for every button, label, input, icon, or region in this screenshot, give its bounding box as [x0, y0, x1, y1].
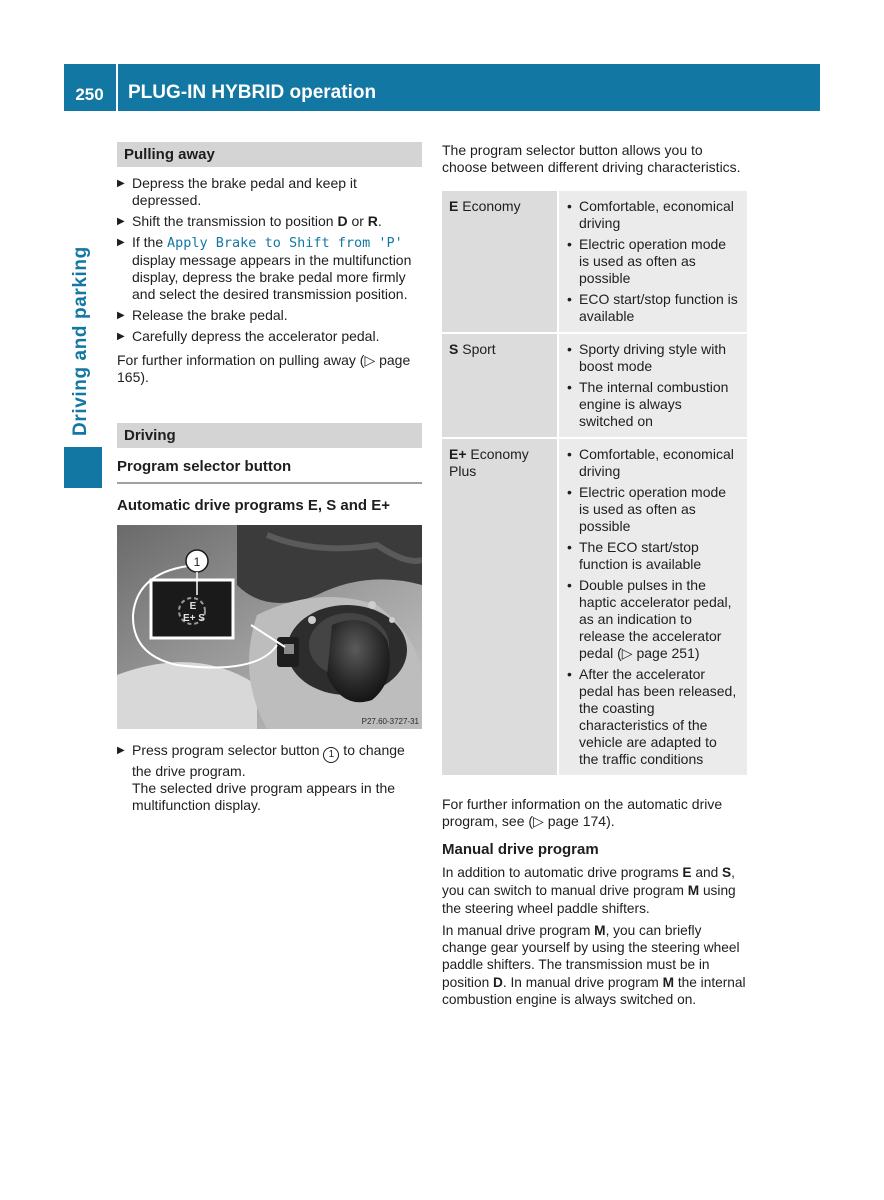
figure-display-top: E — [189, 601, 197, 612]
feature-item: • Comfortable, economical driving — [567, 446, 740, 480]
automatic-info: For further information on the automatic drive program, see (▷ page 174). — [442, 796, 723, 829]
step-item: ▶ If the Apply Brake to Shift from 'P' display message appears in the multifunction display, depress the brake pedal more firmly and select the desired transmission position. — [117, 234, 412, 302]
table-row — [442, 438, 747, 775]
display-message: Apply Brake to Shift from 'P' — [167, 235, 403, 251]
program-features-cell — [558, 191, 747, 333]
page-number: 250 — [75, 85, 104, 104]
right-column — [442, 142, 747, 1008]
left-column — [117, 142, 422, 818]
table-row — [442, 333, 747, 438]
section-heading-driving: Driving — [117, 423, 422, 448]
feature-item: • Electric operation mode is used as often as possible — [567, 484, 740, 535]
pulling-away-steps — [117, 175, 422, 345]
step-item: ▶ Carefully depress the accelerator pedal. — [117, 328, 380, 344]
program-name-cell: E+ Economy Plus — [442, 438, 558, 775]
arrow-right-icon: ▶ — [117, 310, 125, 321]
further-info-pulling-away: For further information on pulling away (▷ page 165). — [117, 352, 411, 385]
arrow-right-icon: ▶ — [117, 331, 125, 342]
subheading-automatic-programs: Automatic drive programs E, S and E+ — [117, 497, 390, 514]
step-item: ▶ Depress the brake pedal and keep it depressed. — [117, 175, 357, 208]
feature-item: • The ECO start/stop function is available — [567, 539, 740, 573]
program-selector-photo — [117, 525, 422, 729]
header-divider — [116, 64, 118, 111]
subheading-rule — [117, 482, 422, 484]
section-heading-pulling-away: Pulling away — [117, 142, 422, 167]
step-item: ▶ Release the brake pedal. — [117, 307, 288, 323]
step-item: ▶ Press program selector button 1 to change the drive program. The selected drive program appears in the multifunction display. — [117, 742, 405, 813]
page-header — [64, 64, 820, 111]
feature-item: • ECO start/stop function is available — [567, 291, 740, 325]
console-illustration — [117, 525, 422, 729]
subheading-manual-program: Manual drive program — [442, 841, 599, 858]
figure-callout: 1 — [193, 555, 201, 569]
feature-item: • Sporty driving style with boost mode — [567, 341, 740, 375]
arrow-right-icon: ▶ — [117, 745, 125, 756]
step-item: ▶ Shift the transmission to position D or R. — [117, 213, 382, 229]
program-selector-steps — [117, 742, 422, 814]
manual-paragraph-1: In addition to automatic drive programs E and S, you can switch to manual drive program M using the steering wheel paddle shifters. — [442, 865, 736, 916]
instruction-result: The selected drive program appears in the multifunction display. — [132, 780, 396, 813]
side-tab-marker — [64, 447, 102, 488]
intro-text: The program selector button allows you to choose between different driving characteristics. — [442, 142, 741, 175]
arrow-right-icon: ▶ — [117, 178, 125, 189]
feature-item: • After the accelerator pedal has been released, the coasting characteristics of the vehicle are adapted to the traffic conditions — [567, 666, 740, 768]
arrow-right-icon: ▶ — [117, 216, 125, 227]
figure-code: P27.60-3727-31 — [361, 717, 419, 726]
program-name-cell: E Economy — [442, 191, 558, 333]
program-features-cell — [558, 438, 747, 775]
feature-item: • Double pulses in the haptic accelerator pedal, as an indication to release the accelerator pedal (▷ page 251) — [567, 577, 740, 662]
figure-display-bottom: E+ S — [183, 613, 205, 624]
feature-item: • Electric operation mode is used as often as possible — [567, 236, 740, 287]
subheading-program-selector: Program selector button — [117, 458, 292, 475]
side-tab-label: Driving and parking — [70, 246, 91, 436]
table-row — [442, 191, 747, 333]
drive-program-table — [442, 191, 747, 775]
feature-item: • Comfortable, economical driving — [567, 198, 740, 232]
program-name-cell: S Sport — [442, 333, 558, 438]
arrow-right-icon: ▶ — [117, 237, 125, 248]
callout-number: 1 — [323, 747, 339, 763]
manual-paragraph-2: In manual drive program M, you can briefly change gear yourself by using the steering wheel paddle shifters. The transmission must be in position D. In manual drive program M the internal combustion engine is always switched on. — [442, 923, 746, 1007]
program-features-cell — [558, 333, 747, 438]
chapter-title: PLUG-IN HYBRID operation — [128, 82, 377, 103]
feature-item: • The internal combustion engine is always switched on — [567, 379, 740, 430]
